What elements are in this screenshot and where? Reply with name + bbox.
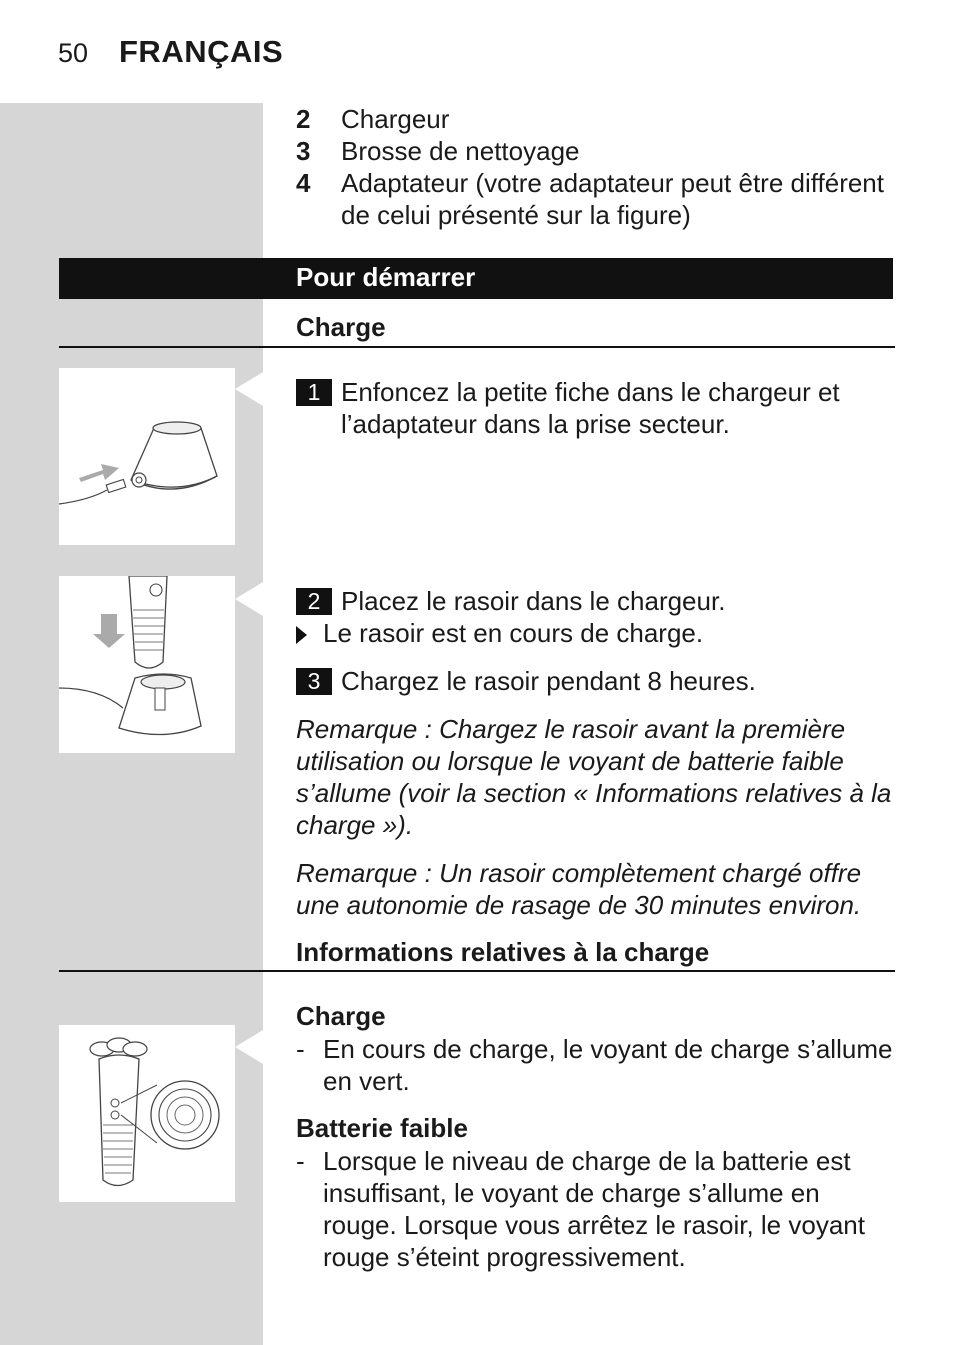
- step-2: [296, 585, 896, 617]
- illustration-notch: [235, 1030, 263, 1064]
- illustration-plug-charger: [59, 368, 235, 545]
- parts-list: [296, 103, 906, 231]
- parts-list-item: [296, 103, 906, 135]
- result-text: Le rasoir est en cours de charge.: [323, 618, 704, 648]
- result-arrow-icon: [296, 626, 307, 644]
- info-heading-rule: [59, 970, 895, 972]
- illustration-notch: [235, 372, 263, 406]
- step-number-badge: 2: [296, 588, 332, 615]
- section-title: Pour démarrer: [296, 262, 476, 292]
- step-text: Chargez le rasoir pendant 8 heures.: [341, 666, 756, 696]
- parts-item-number: 4: [296, 168, 311, 198]
- parts-item-number: 2: [296, 104, 311, 134]
- note-first-charge: Remarque : Chargez le rasoir avant la première utilisation ou lorsque le voyant de batterie faible s’allume (voir la section « Informations relatives à la charge »).: [296, 714, 892, 840]
- shaver-charger-illustration: [59, 576, 235, 753]
- page-number: 50: [58, 38, 89, 68]
- charging-subheading: Charge: [296, 1001, 386, 1031]
- note-autonomy: Remarque : Un rasoir complètement chargé offre une autonomie de rasage de 30 minutes environ.: [296, 858, 862, 920]
- parts-item-text: Chargeur: [341, 104, 450, 134]
- bullet-dash: -: [296, 1146, 305, 1176]
- step-1: [296, 376, 896, 440]
- step-number-badge: 1: [296, 379, 332, 406]
- bullet-text: Lorsque le niveau de charge de la batterie est insuffisant, le voyant de charge s’allume en rouge. Lorsque vous arrêtez le rasoir, le voyant rouge s’éteint progressivement.: [323, 1146, 865, 1272]
- parts-list-item: [296, 135, 906, 167]
- bullet-dash: -: [296, 1034, 305, 1064]
- charge-heading-rule: [59, 346, 895, 348]
- illustration-charge-indicator: [59, 1025, 235, 1202]
- step-number-badge: 3: [296, 668, 332, 695]
- step-2-result: [296, 617, 896, 649]
- info-heading: Informations relatives à la charge: [296, 937, 710, 967]
- bullet-text: En cours de charge, le voyant de charge s’allume en vert.: [323, 1034, 893, 1096]
- charge-indicator-illustration: [59, 1025, 235, 1202]
- parts-item-text: Brosse de nettoyage: [341, 136, 580, 166]
- parts-item-number: 3: [296, 136, 311, 166]
- illustration-notch: [235, 582, 263, 616]
- charge-heading: Charge: [296, 312, 386, 342]
- charger-plug-illustration: [59, 368, 235, 545]
- step-text: Placez le rasoir dans le chargeur.: [341, 586, 726, 616]
- section-bar: [59, 258, 893, 299]
- illustration-shaver-in-charger: [59, 576, 235, 753]
- step-text: Enfoncez la petite fiche dans le chargeur et l’adaptateur dans la prise secteur.: [341, 377, 840, 439]
- step-3: [296, 665, 896, 697]
- parts-item-text: Adaptateur (votre adaptateur peut être différent de celui présenté sur la figure): [341, 168, 884, 230]
- battery-low-subheading: Batterie faible: [296, 1113, 468, 1143]
- battery-low-bullet: [296, 1145, 896, 1273]
- parts-list-item: [296, 167, 906, 231]
- language-title: FRANÇAIS: [119, 34, 284, 69]
- charging-bullet: [296, 1033, 896, 1097]
